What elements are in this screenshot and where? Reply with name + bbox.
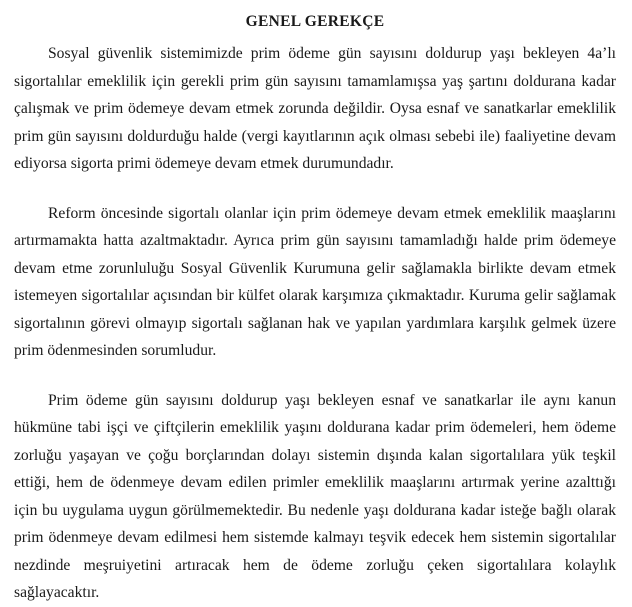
paragraph-1: Sosyal güvenlik sistemimizde prim ödeme gün sayısını doldurup yaşı bekleyen 4a’lı sigortalılar emeklilik için gerekli prim gün sayısını tamamlamışsa yaş şartını doldurana kadar çalışmak ve prim ödemeye devam etmek zorunda değildir. Oysa esnaf ve sanatkarlar emeklilik prim gün sayısını doldurduğu halde (vergi kayıtlarının açık olması sebebi ile) faaliyetine devam ediyorsa sigorta primi ödemeye devam etmek durumundadır. (14, 45, 616, 172)
paragraph-2: Reform öncesinde sigortalı olanlar için prim ödemeye devam etmek emeklilik maaşlarını artırmamakta hatta azaltmaktadır. Ayrıca prim gün sayısını tamamladığı halde prim ödemeye devam etme zorunluluğu Sosyal Güvenlik Kurumuna gelir sağlamakla birlikte devam etmek istemeyen sigortalılar açısından bir külfet olarak karşımıza çıkmaktadır. Kuruma gelir sağlamak sigortalının görevi olmayıp sigortalı sağlanan hak ve yapılan yardımlara karşılık gelmek üzere prim ödenmesinden sorumludur. (14, 204, 616, 359)
document-title: GENEL GEREKÇE (245, 13, 385, 30)
paragraph-3: Prim ödeme gün sayısını doldurup yaşı bekleyen esnaf ve sanatkarlar ile aynı kanun hükmüne tabi işçi ve çiftçilerin emeklilik yaşını doldurana kadar prim ödemeleri, hem ödeme zorluğu yaşayan ve çoğu borçlarından dolayı sistemin dışında kalan sigortalılara yük teşkil ettiği, hem de ödenmeye devam edilen primler emeklilik maaşlarını artırmak yerine azalttığı için bu uygulama uygun görülmemektedir. Bu nedenle yaşı doldurana kadar isteğe bağlı olarak prim ödenmeye devam edilmesi hem sistemde kalmayı teşvik edecek hem sistemin sigortalılar nezdinde meşruiyetini artıracak hem de ödeme zorluğu çeken sigortalılara kolaylık sağlayacaktır. (14, 391, 616, 601)
